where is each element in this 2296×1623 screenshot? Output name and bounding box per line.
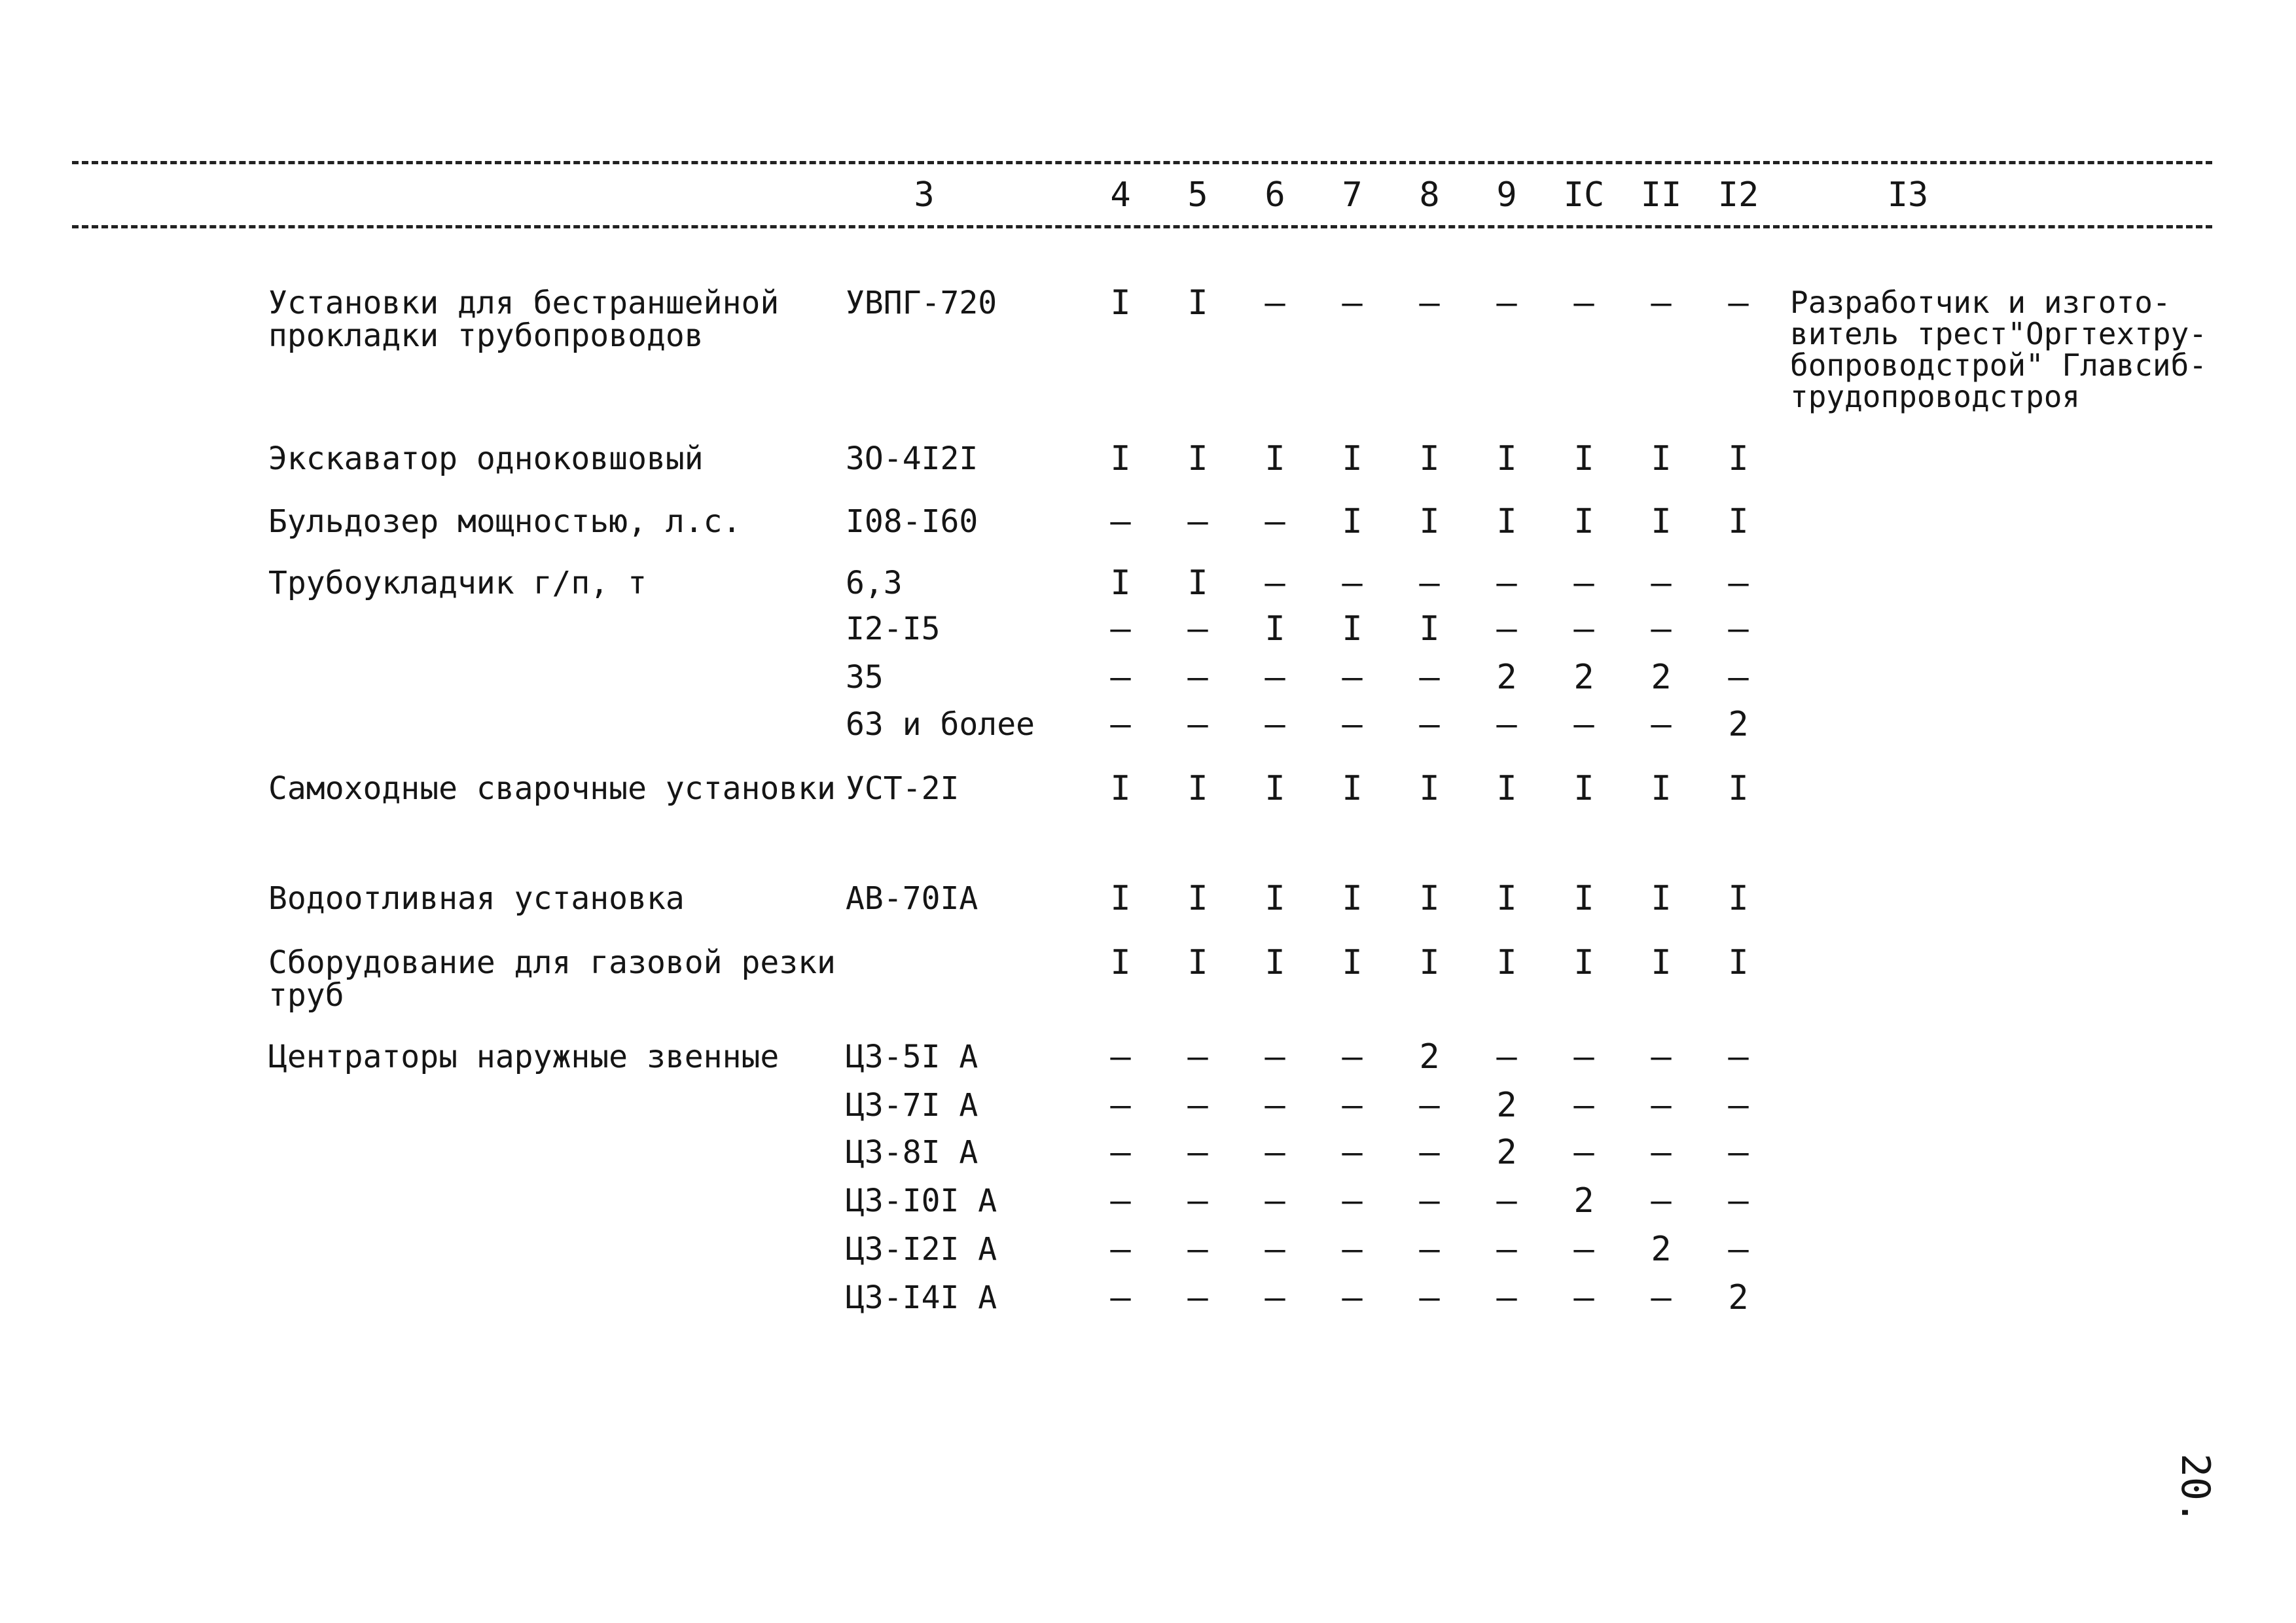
page-number: 20. (2172, 1453, 2219, 1525)
column-header-12: I2 (1717, 175, 1759, 215)
header-bottom-rule (72, 225, 2212, 228)
quantity-cell: I (1651, 769, 1672, 808)
equipment-name: Экскаватор одноковшовый (268, 440, 704, 477)
equipment-mark: I2-I5 (846, 611, 941, 647)
quantity-cell: – (1187, 658, 1208, 697)
quantity-cell: I (1265, 439, 1285, 478)
column-header-9: 9 (1496, 175, 1517, 215)
quantity-cell: – (1265, 1133, 1285, 1172)
column-header-3: 3 (914, 175, 935, 215)
quantity-cell: – (1419, 1133, 1440, 1172)
column-header-8: 8 (1419, 175, 1440, 215)
quantity-cell: I (1728, 769, 1749, 808)
equipment-name: Сборудование для газовой резки труб (268, 944, 836, 1014)
equipment-name: Водоотливная установка (268, 880, 685, 917)
quantity-cell: – (1728, 563, 1749, 603)
quantity-cell: – (1496, 563, 1517, 603)
quantity-cell: – (1110, 1086, 1131, 1125)
quantity-cell: I (1573, 943, 1594, 982)
quantity-cell: 2 (1419, 1037, 1440, 1077)
quantity-cell: I (1187, 769, 1208, 808)
quantity-cell: – (1651, 1086, 1672, 1125)
quantity-cell: – (1110, 1133, 1131, 1172)
quantity-cell: – (1187, 1278, 1208, 1317)
column-header-10: IC (1563, 175, 1605, 215)
quantity-cell: I (1728, 439, 1749, 478)
quantity-cell: – (1573, 1278, 1594, 1317)
quantity-cell: – (1651, 705, 1672, 744)
quantity-cell: – (1265, 502, 1285, 541)
quantity-cell: I (1419, 502, 1440, 541)
quantity-cell: I (1265, 769, 1285, 808)
quantity-cell: – (1110, 502, 1131, 541)
quantity-cell: I (1110, 283, 1131, 323)
quantity-cell: – (1342, 1278, 1363, 1317)
quantity-cell: – (1573, 1230, 1594, 1269)
quantity-cell: – (1496, 705, 1517, 744)
quantity-cell: – (1187, 609, 1208, 649)
quantity-cell: I (1187, 439, 1208, 478)
quantity-cell: – (1419, 1278, 1440, 1317)
quantity-cell: – (1419, 705, 1440, 744)
quantity-cell: – (1419, 283, 1440, 323)
quantity-cell: – (1342, 563, 1363, 603)
quantity-cell: I (1110, 769, 1131, 808)
equipment-mark: I08-I60 (846, 503, 978, 540)
quantity-cell: 2 (1728, 1278, 1749, 1317)
quantity-cell: I (1573, 502, 1594, 541)
quantity-cell: – (1573, 609, 1594, 649)
quantity-cell: – (1187, 1086, 1208, 1125)
quantity-cell: – (1110, 658, 1131, 697)
quantity-cell: I (1187, 943, 1208, 982)
quantity-cell: – (1187, 1037, 1208, 1077)
developer-note: Разработчик и изгото- витель трест"Оргтехтру- бопроводстрой" Главсиб- трудопроводстроя (1790, 285, 2207, 414)
quantity-cell: – (1187, 1133, 1208, 1172)
quantity-cell: I (1496, 943, 1517, 982)
quantity-cell: I (1496, 769, 1517, 808)
quantity-cell: 2 (1728, 705, 1749, 744)
quantity-cell: I (1187, 563, 1208, 603)
equipment-mark: УВПГ-720 (846, 285, 997, 321)
quantity-cell: – (1110, 705, 1131, 744)
quantity-cell: – (1573, 1133, 1594, 1172)
quantity-cell: – (1419, 1181, 1440, 1221)
equipment-mark: ЦЗ-I2I А (846, 1231, 997, 1268)
quantity-cell: I (1110, 943, 1131, 982)
quantity-cell: I (1419, 609, 1440, 649)
equipment-mark: УСТ-2I (846, 770, 960, 807)
equipment-name: Трубоукладчик г/п, т (268, 565, 647, 601)
quantity-cell: – (1651, 609, 1672, 649)
quantity-cell: I (1110, 439, 1131, 478)
quantity-cell: – (1651, 1278, 1672, 1317)
quantity-cell: – (1496, 1181, 1517, 1221)
quantity-cell: – (1728, 609, 1749, 649)
quantity-cell: I (1342, 943, 1363, 982)
quantity-cell: – (1342, 658, 1363, 697)
quantity-cell: I (1573, 439, 1594, 478)
quantity-cell: – (1265, 1086, 1285, 1125)
column-header-6: 6 (1265, 175, 1285, 215)
quantity-cell: I (1573, 769, 1594, 808)
quantity-cell: I (1419, 943, 1440, 982)
quantity-cell: – (1265, 1037, 1285, 1077)
quantity-cell: – (1110, 1181, 1131, 1221)
equipment-mark: ЦЗ-I4I А (846, 1279, 997, 1316)
quantity-cell: – (1187, 1181, 1208, 1221)
quantity-cell: – (1651, 1181, 1672, 1221)
quantity-cell: – (1651, 283, 1672, 323)
quantity-cell: I (1573, 879, 1594, 918)
quantity-cell: I (1110, 879, 1131, 918)
quantity-cell: 2 (1496, 658, 1517, 697)
quantity-cell: I (1265, 879, 1285, 918)
quantity-cell: – (1342, 1230, 1363, 1269)
equipment-mark: АВ-70IА (846, 880, 978, 917)
equipment-name: Центраторы наружные звенные (268, 1039, 780, 1075)
equipment-mark: ЦЗ-8I А (846, 1134, 978, 1171)
quantity-cell: – (1342, 705, 1363, 744)
equipment-name: Установки для бестраншейной прокладки трубопроводов (268, 285, 780, 354)
quantity-cell: I (1265, 609, 1285, 649)
equipment-mark: 63 и более (846, 706, 1035, 743)
quantity-cell: – (1342, 1086, 1363, 1125)
quantity-cell: I (1651, 943, 1672, 982)
quantity-cell: I (1342, 439, 1363, 478)
quantity-cell: I (1728, 502, 1749, 541)
equipment-mark: ЗО-4I2I (846, 440, 978, 477)
quantity-cell: – (1496, 1230, 1517, 1269)
quantity-cell: – (1651, 563, 1672, 603)
quantity-cell: I (1651, 879, 1672, 918)
quantity-cell: – (1187, 502, 1208, 541)
quantity-cell: – (1573, 1037, 1594, 1077)
column-header-5: 5 (1187, 175, 1208, 215)
quantity-cell: – (1110, 1230, 1131, 1269)
quantity-cell: – (1265, 658, 1285, 697)
equipment-mark: 35 (846, 659, 884, 696)
quantity-cell: – (1728, 658, 1749, 697)
quantity-cell: I (1651, 502, 1672, 541)
quantity-cell: I (1651, 439, 1672, 478)
quantity-cell: 2 (1651, 1230, 1672, 1269)
quantity-cell: – (1265, 1230, 1285, 1269)
quantity-cell: I (1728, 879, 1749, 918)
quantity-cell: I (1342, 879, 1363, 918)
quantity-cell: – (1496, 283, 1517, 323)
quantity-cell: – (1342, 1037, 1363, 1077)
quantity-cell: I (1342, 769, 1363, 808)
quantity-cell: – (1265, 705, 1285, 744)
quantity-cell: 2 (1573, 1181, 1594, 1221)
quantity-cell: – (1265, 1181, 1285, 1221)
quantity-cell: – (1419, 658, 1440, 697)
quantity-cell: 2 (1573, 658, 1594, 697)
column-header-7: 7 (1342, 175, 1363, 215)
quantity-cell: – (1496, 609, 1517, 649)
equipment-mark: ЦЗ-5I А (846, 1039, 978, 1075)
quantity-cell: – (1728, 1037, 1749, 1077)
quantity-cell: – (1265, 283, 1285, 323)
quantity-cell: I (1342, 609, 1363, 649)
quantity-cell: – (1342, 283, 1363, 323)
quantity-cell: – (1187, 1230, 1208, 1269)
quantity-cell: I (1342, 502, 1363, 541)
quantity-cell: I (1265, 943, 1285, 982)
equipment-mark: ЦЗ-I0I А (846, 1183, 997, 1219)
quantity-cell: I (1419, 879, 1440, 918)
header-top-rule (72, 161, 2212, 164)
quantity-cell: – (1110, 1037, 1131, 1077)
equipment-mark: 6,3 (846, 565, 903, 601)
quantity-cell: I (1110, 563, 1131, 603)
column-header-11: II (1640, 175, 1682, 215)
quantity-cell: – (1728, 1086, 1749, 1125)
quantity-cell: – (1573, 563, 1594, 603)
quantity-cell: 2 (1496, 1086, 1517, 1125)
quantity-cell: – (1728, 1230, 1749, 1269)
quantity-cell: – (1728, 1181, 1749, 1221)
equipment-mark: ЦЗ-7I А (846, 1087, 978, 1124)
quantity-cell: – (1728, 283, 1749, 323)
column-header-4: 4 (1110, 175, 1131, 215)
quantity-cell: – (1651, 1133, 1672, 1172)
equipment-name: Бульдозер мощностью, л.с. (268, 503, 742, 540)
quantity-cell: – (1110, 609, 1131, 649)
quantity-cell: I (1496, 439, 1517, 478)
quantity-cell: – (1573, 705, 1594, 744)
quantity-cell: – (1187, 705, 1208, 744)
quantity-cell: – (1342, 1133, 1363, 1172)
quantity-cell: – (1265, 563, 1285, 603)
quantity-cell: – (1573, 283, 1594, 323)
quantity-cell: – (1573, 1086, 1594, 1125)
quantity-cell: I (1187, 879, 1208, 918)
quantity-cell: I (1496, 502, 1517, 541)
quantity-cell: – (1265, 1278, 1285, 1317)
quantity-cell: 2 (1651, 658, 1672, 697)
quantity-cell: – (1496, 1037, 1517, 1077)
quantity-cell: I (1187, 283, 1208, 323)
quantity-cell: – (1419, 1086, 1440, 1125)
quantity-cell: – (1419, 563, 1440, 603)
quantity-cell: I (1419, 769, 1440, 808)
quantity-cell: I (1728, 943, 1749, 982)
quantity-cell: – (1419, 1230, 1440, 1269)
quantity-cell: – (1110, 1278, 1131, 1317)
column-header-13: I3 (1887, 175, 1929, 215)
quantity-cell: – (1342, 1181, 1363, 1221)
quantity-cell: – (1728, 1133, 1749, 1172)
equipment-name: Самоходные сварочные установки (268, 770, 836, 807)
quantity-cell: – (1496, 1278, 1517, 1317)
quantity-cell: – (1651, 1037, 1672, 1077)
quantity-cell: 2 (1496, 1133, 1517, 1172)
quantity-cell: I (1419, 439, 1440, 478)
quantity-cell: I (1496, 879, 1517, 918)
